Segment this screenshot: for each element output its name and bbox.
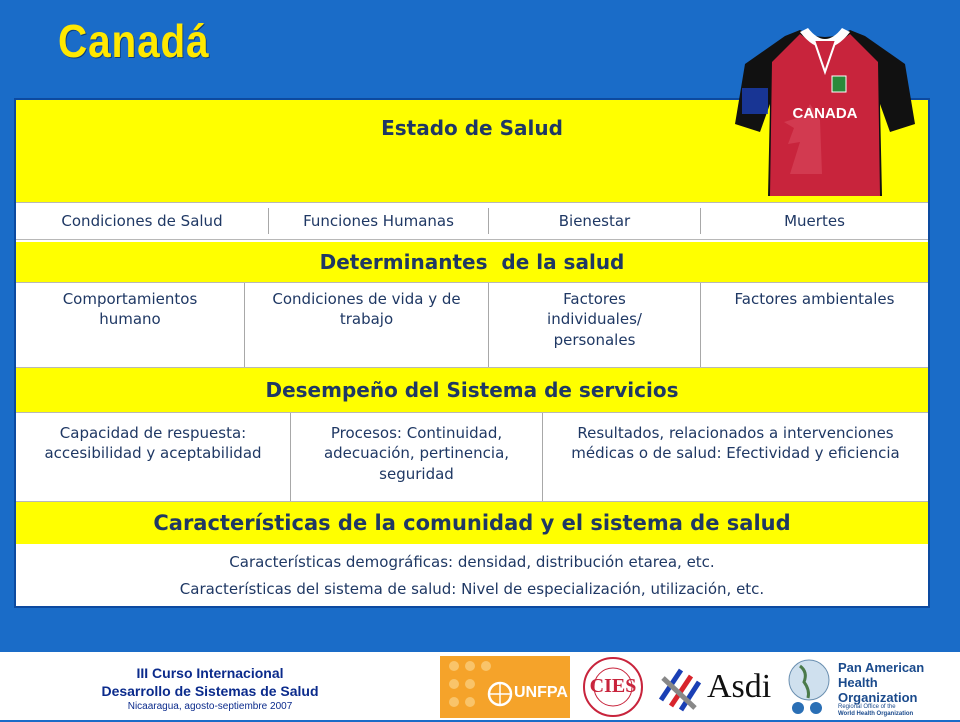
footer-text <box>60 665 360 712</box>
caracteristicas-body <box>16 544 928 606</box>
footer-line3: Nicaaragua, agosto-septiembre 2007 <box>127 701 293 712</box>
asdi-pattern-icon <box>655 656 705 718</box>
desempeno-row <box>16 412 928 502</box>
footer-line1: III Curso Internacional <box>136 665 284 681</box>
desempeno-heading-text: Desempeño del Sistema de servicios <box>265 378 679 402</box>
desempeno-heading <box>16 368 928 412</box>
caracteristicas-line: Características del sistema de salud: Nivel de especialización, utilización, etc. <box>179 580 765 598</box>
desempeno-cell: Capacidad de respuesta: accesibilidad y aceptabilidad <box>44 424 262 463</box>
determinantes-row <box>16 282 928 368</box>
estado-salud-heading-text: Estado de Salud <box>381 116 563 140</box>
unfpa-logo <box>440 656 570 718</box>
determinantes-cell: Factores ambientales <box>700 283 928 367</box>
caracteristicas-line: Características demográficas: densidad, distribución etarea, etc. <box>229 553 715 571</box>
asdi-label: Asdi <box>707 668 772 705</box>
estado-cell: Muertes <box>700 208 928 234</box>
desempeno-cell: Procesos: Continuidad, adecuación, pertinencia, seguridad <box>290 413 542 501</box>
determinantes-cell: Comportamientos humano <box>62 290 198 329</box>
footer-line2: Desarrollo de Sistemas de Salud <box>101 683 319 699</box>
jersey-label: CANADA <box>792 105 858 122</box>
determinantes-cell: Factores individuales/ personales <box>488 283 700 367</box>
determinantes-cell: Condiciones de vida y de trabajo <box>244 283 488 367</box>
cies-label: CIES <box>589 675 637 697</box>
paho-line5: World Health Organization <box>838 711 914 717</box>
paho-logo <box>786 656 954 718</box>
caracteristicas-heading <box>16 502 928 544</box>
paho-line1: Pan American <box>838 660 925 675</box>
estado-cell: Bienestar <box>488 208 700 234</box>
paho-line3: Organization <box>838 690 918 705</box>
determinantes-heading <box>16 242 928 282</box>
page-title: Canadá <box>58 15 210 67</box>
estado-cell: Funciones Humanas <box>268 208 488 234</box>
unfpa-label: UNFPA <box>514 684 568 701</box>
paho-globe-icon <box>786 656 832 718</box>
estado-cell: Condiciones de Salud <box>61 211 223 230</box>
determinantes-heading-text: Determinantes de la salud <box>319 250 625 274</box>
caracteristicas-heading-text: Características de la comunidad y el sistema de salud <box>153 511 791 535</box>
desempeno-cell: Resultados, relacionados a intervenciones médicas o de salud: Efectividad y eficiencia <box>542 413 928 501</box>
canada-jersey-image <box>730 24 920 204</box>
paho-line4: Regional Office of the <box>838 704 896 710</box>
estado-salud-row <box>16 202 928 240</box>
paho-line2: Health <box>838 675 878 690</box>
asdi-logo <box>655 656 780 718</box>
cies-logo <box>576 656 650 718</box>
